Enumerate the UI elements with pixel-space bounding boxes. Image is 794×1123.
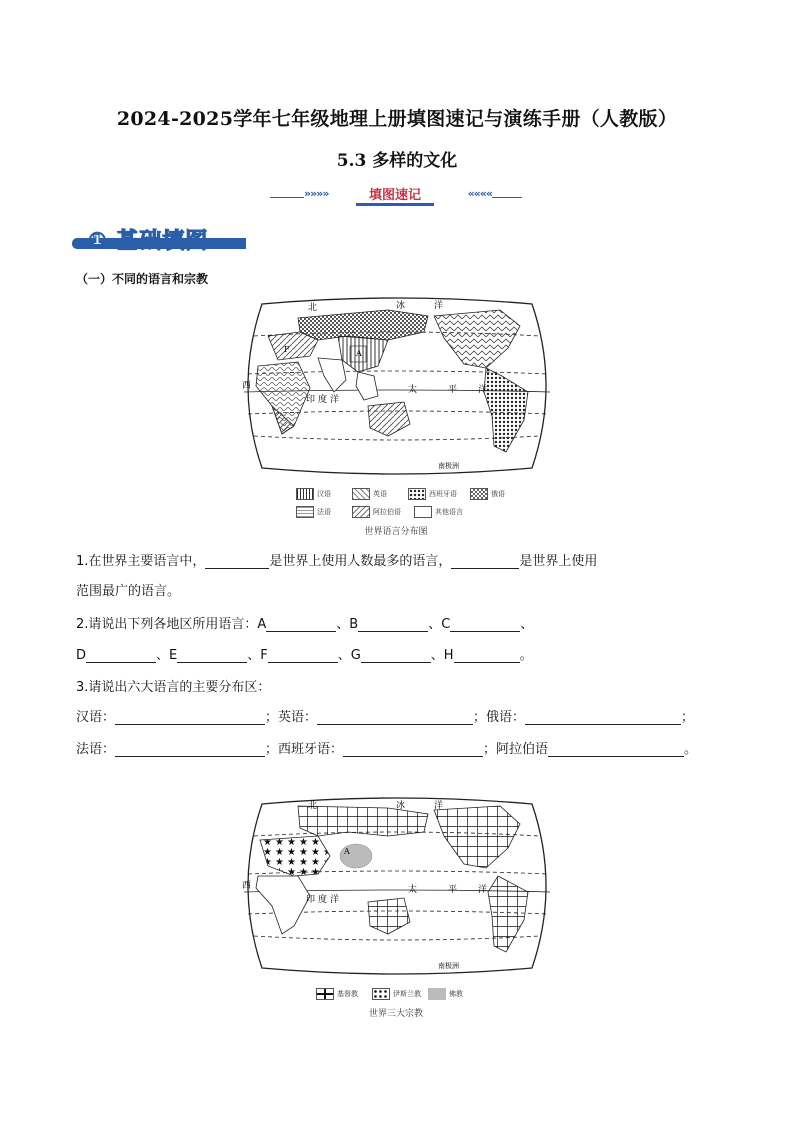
map1-indian-2: 度: [318, 395, 328, 405]
map1-pacific-1: 太: [408, 385, 418, 395]
answer-blank-hanyu[interactable]: [115, 710, 265, 725]
map2-south: 南极洲: [438, 962, 459, 970]
legend2-islam: 伊斯兰教: [372, 988, 421, 1000]
map1-north-3: 洋: [434, 301, 444, 311]
banner-line-right: [492, 197, 522, 198]
banner-arrows-right: ««««: [467, 187, 492, 200]
answer-blank-e[interactable]: [177, 648, 247, 663]
map1-label-a: A: [356, 349, 362, 358]
question-1-line-1: 1.在世界主要语言中， 是世界上使用人数最多的语言， 是世界上使用: [76, 554, 598, 569]
map2-north-3: 洋: [434, 801, 444, 811]
map2-pacific-3: 洋: [478, 885, 488, 895]
answer-blank-fayu[interactable]: [115, 742, 265, 757]
page-subtitle: 5.3 多样的文化: [336, 151, 458, 171]
section-badge: [72, 226, 246, 252]
map1-pacific-2: 平: [448, 385, 458, 395]
map2-indian-3: 洋: [330, 895, 340, 905]
map2-pacific-1: 太: [408, 885, 418, 895]
map1-label-f: F: [284, 345, 290, 354]
legend1-russian: 俄语: [470, 488, 505, 500]
world-religion-map: [238, 796, 556, 976]
question-2-line-1: 2.请说出下列各地区所用语言：A 、B 、C 、: [76, 617, 534, 632]
question-2-line-2: D 、E 、F 、G 、H 。: [76, 648, 533, 663]
map1-indian-3: 洋: [330, 395, 340, 405]
banner-title: 填图速记: [368, 188, 421, 203]
legend2-buddhism: 佛教: [428, 988, 463, 1000]
map1-caption: 世界语言分布图: [364, 527, 428, 537]
question-3-line-2: 法语： ；西班牙语： ；阿拉伯语 。: [76, 742, 698, 757]
question-3: 3.请说出六大语言的主要分布区：: [76, 680, 271, 695]
section-badge-text: ① 基础填图: [88, 229, 209, 254]
answer-blank-h[interactable]: [454, 648, 520, 663]
legend1-chinese: 汉语: [296, 488, 331, 500]
section-banner: [270, 184, 522, 206]
map2-west: 西: [242, 881, 252, 891]
map2-label-a: A: [344, 847, 350, 856]
answer-blank-q1-2[interactable]: [451, 554, 519, 569]
answer-blank-q1-1[interactable]: [205, 554, 269, 569]
legend1-english: 英语: [352, 488, 387, 500]
answer-blank-d[interactable]: [86, 648, 156, 663]
sub-heading: （一）不同的语言和宗教: [76, 272, 209, 286]
legend1-spanish: 西班牙语: [408, 488, 457, 500]
map2-north-1: 北: [308, 801, 318, 811]
answer-blank-alabo[interactable]: [548, 742, 684, 757]
banner-arrows-left: »»»»: [304, 187, 329, 200]
page-title: 2024-2025学年七年级地理上册填图速记与演练手册（人教版）: [116, 108, 678, 130]
legend2-christianity: 基督教: [316, 988, 358, 1000]
legend1-french: 法语: [296, 506, 331, 518]
map1-north-1: 北: [308, 303, 318, 313]
answer-blank-xibanya[interactable]: [343, 742, 483, 757]
map1-west: 西: [242, 381, 252, 391]
map1-pacific-3: 洋: [478, 385, 488, 395]
map2-pacific-2: 平: [448, 885, 458, 895]
banner-underline: [356, 203, 434, 206]
question-1-line-2: 范围最广的语言。: [76, 584, 181, 599]
answer-blank-f[interactable]: [268, 648, 338, 663]
map1-indian-1: 印: [306, 395, 316, 405]
legend1-arabic: 阿拉伯语: [352, 506, 401, 518]
map1-south: 南极洲: [438, 462, 459, 470]
map2-caption: 世界三大宗教: [368, 1009, 423, 1019]
map2-indian-1: 印: [306, 895, 316, 905]
world-language-map: [238, 296, 556, 476]
answer-blank-yingyu[interactable]: [317, 710, 473, 725]
question-3-line-1: 汉语： ；英语： ；俄语： ；: [76, 710, 695, 725]
map2-indian-2: 度: [318, 895, 328, 905]
banner-line-left: [270, 197, 304, 198]
answer-blank-a[interactable]: [266, 617, 336, 632]
answer-blank-eyu[interactable]: [525, 710, 681, 725]
answer-blank-g[interactable]: [361, 648, 431, 663]
map1-north-2: 冰: [396, 301, 406, 311]
map2-north-2: 冰: [396, 801, 406, 811]
answer-blank-c[interactable]: [450, 617, 520, 632]
legend1-other: 其他语言: [414, 506, 463, 518]
answer-blank-b[interactable]: [358, 617, 428, 632]
